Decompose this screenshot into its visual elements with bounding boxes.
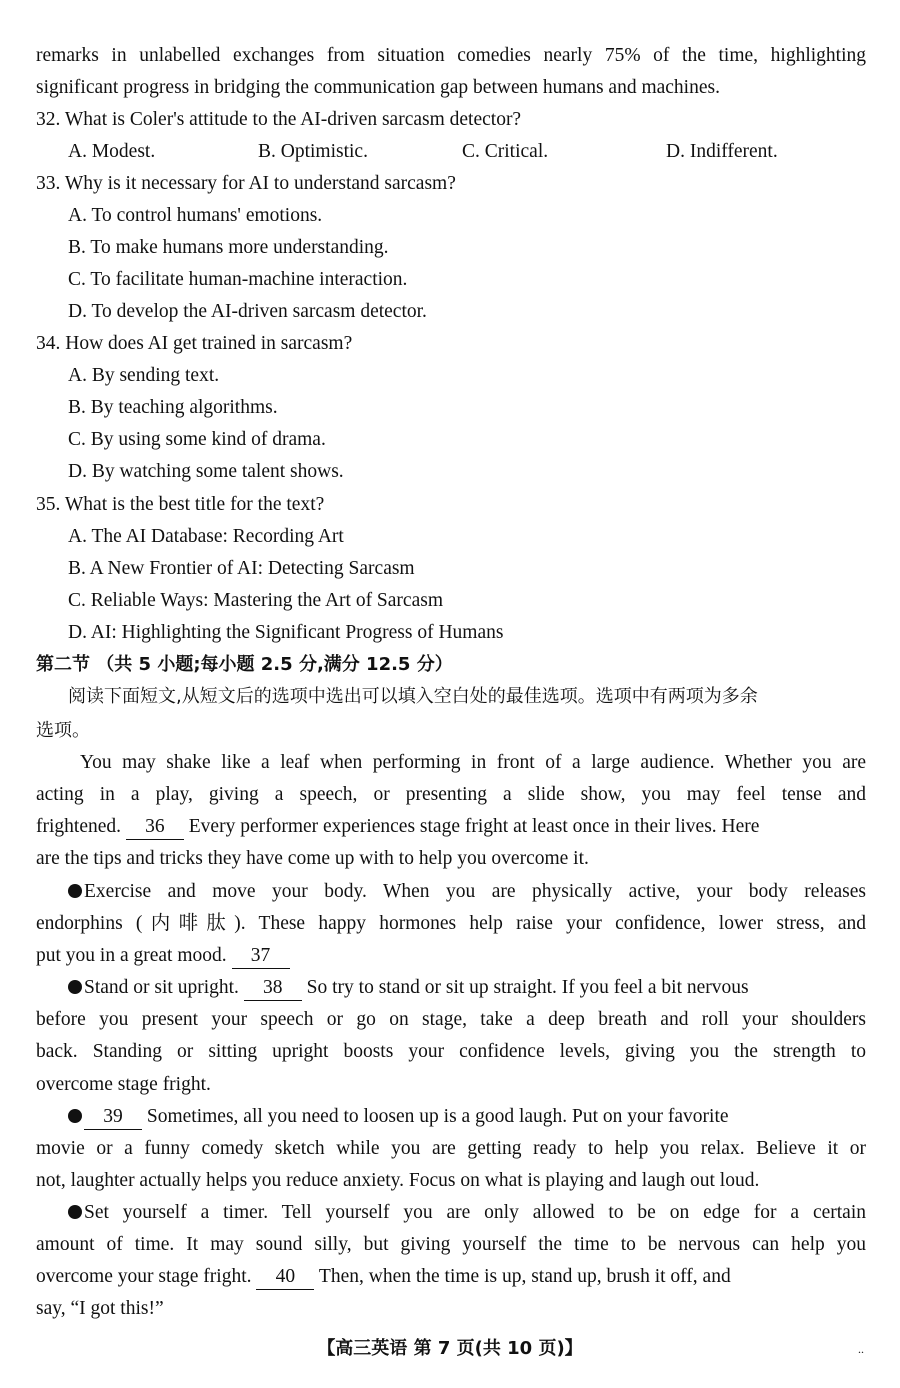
paragraph-line bbox=[68, 876, 866, 908]
paragraph-line bbox=[36, 1261, 866, 1293]
text-fragment: Set yourself a timer. Tell yourself you are only allowed to be on edge for a certain bbox=[84, 1202, 866, 1223]
question-stem: 32. What is Coler's attitude to the AI-driven sarcasm detector? bbox=[36, 109, 522, 130]
section-heading: 第二节 （共 5 小题;每小题 2.5 分,满分 12.5 分） bbox=[36, 654, 453, 675]
blank-40[interactable]: 40 bbox=[256, 1265, 314, 1290]
option-c: C. By using some kind of drama. bbox=[68, 429, 326, 450]
blank-39[interactable]: 39 bbox=[84, 1105, 142, 1130]
paragraph-line: You may shake like a leaf when performing in front of a large audience. Whether you are bbox=[80, 752, 866, 773]
paragraph-line: endorphins (内啡肽). These happy hormones help raise your confidence, lower stress, and bbox=[36, 913, 866, 934]
paragraph-line bbox=[36, 940, 866, 972]
question-stem: 34. How does AI get trained in sarcasm? bbox=[36, 333, 353, 354]
page-footer: 【高三英语 第 7 页(共 10 页)】 bbox=[317, 1338, 583, 1359]
bullet-icon bbox=[68, 1205, 82, 1219]
option-b: B. A New Frontier of AI: Detecting Sarcasm bbox=[68, 558, 415, 579]
paragraph-line: back. Standing or sitting upright boosts your confidence levels, giving you the strength to bbox=[36, 1041, 866, 1062]
paragraph-line bbox=[68, 1197, 866, 1229]
option-a: A. By sending text. bbox=[68, 365, 220, 386]
text-fragment: put you in a great mood. bbox=[36, 945, 227, 966]
option-c: C. To facilitate human-machine interaction. bbox=[68, 269, 408, 290]
question-stem: 33. Why is it necessary for AI to understand sarcasm? bbox=[36, 173, 456, 194]
option-a: A. Modest. bbox=[68, 141, 156, 162]
paragraph-line: before you present your speech or go on stage, take a deep breath and roll your shoulders bbox=[36, 1009, 866, 1030]
paragraph-line: say, “I got this!” bbox=[36, 1298, 164, 1319]
bullet-icon bbox=[68, 980, 82, 994]
text-fragment: Stand or sit upright. bbox=[84, 977, 239, 998]
text-fragment: Then, when the time is up, stand up, brush it off, and bbox=[318, 1266, 731, 1287]
paragraph-line bbox=[68, 1101, 866, 1133]
paragraph-line: not, laughter actually helps you reduce anxiety. Focus on what is playing and laugh out loud. bbox=[36, 1170, 760, 1191]
text-fragment: So try to stand or sit up straight. If you feel a bit nervous bbox=[306, 977, 749, 998]
paragraph-line: amount of time. It may sound silly, but giving yourself the time to be nervous can help you bbox=[36, 1234, 866, 1255]
intro-line: remarks in unlabelled exchanges from situation comedies nearly 75% of the time, highlighting bbox=[36, 45, 866, 66]
bullet-icon bbox=[68, 1109, 82, 1123]
option-b: B. Optimistic. bbox=[258, 141, 368, 162]
option-b: B. To make humans more understanding. bbox=[68, 237, 389, 258]
text-fragment: frightened. bbox=[36, 816, 122, 837]
section-instruction: 阅读下面短文,从短文后的选项中选出可以填入空白处的最佳选项。选项中有两项为多余 bbox=[68, 686, 758, 707]
blank-36[interactable]: 36 bbox=[126, 815, 184, 840]
paragraph-line bbox=[36, 811, 866, 843]
blank-37[interactable]: 37 bbox=[232, 944, 290, 969]
option-a: A. To control humans' emotions. bbox=[68, 205, 323, 226]
option-d: D. AI: Highlighting the Significant Progress of Humans bbox=[68, 622, 504, 643]
paragraph-line: overcome stage fright. bbox=[36, 1074, 211, 1095]
bullet-icon bbox=[68, 884, 82, 898]
intro-line: significant progress in bridging the communication gap between humans and machines. bbox=[36, 77, 720, 98]
text-fragment: Sometimes, all you need to loosen up is a good laugh. Put on your favorite bbox=[146, 1106, 729, 1127]
blank-38[interactable]: 38 bbox=[244, 976, 302, 1001]
paragraph-line bbox=[68, 972, 866, 1004]
option-a: A. The AI Database: Recording Art bbox=[68, 526, 344, 547]
option-d: D. Indifferent. bbox=[666, 141, 778, 162]
option-d: D. By watching some talent shows. bbox=[68, 461, 344, 482]
option-c: C. Critical. bbox=[462, 141, 549, 162]
text-fragment: Every performer experiences stage fright at least once in their lives. Here bbox=[188, 816, 760, 837]
question-stem: 35. What is the best title for the text? bbox=[36, 494, 325, 515]
text-fragment: Exercise and move your body. When you are physically active, your body releases bbox=[84, 881, 866, 902]
paragraph-line: are the tips and tricks they have come up with to help you overcome it. bbox=[36, 848, 589, 869]
section-instruction: 选项。 bbox=[36, 720, 90, 741]
text-fragment: overcome your stage fright. bbox=[36, 1266, 252, 1287]
paragraph-line: acting in a play, giving a speech, or presenting a slide show, you may feel tense and bbox=[36, 784, 866, 805]
option-c: C. Reliable Ways: Mastering the Art of Sarcasm bbox=[68, 590, 443, 611]
paragraph-line: movie or a funny comedy sketch while you are getting ready to help you relax. Believe it or bbox=[36, 1138, 866, 1159]
option-b: B. By teaching algorithms. bbox=[68, 397, 278, 418]
corner-mark: .. bbox=[858, 1342, 864, 1356]
option-d: D. To develop the AI-driven sarcasm detector. bbox=[68, 301, 427, 322]
